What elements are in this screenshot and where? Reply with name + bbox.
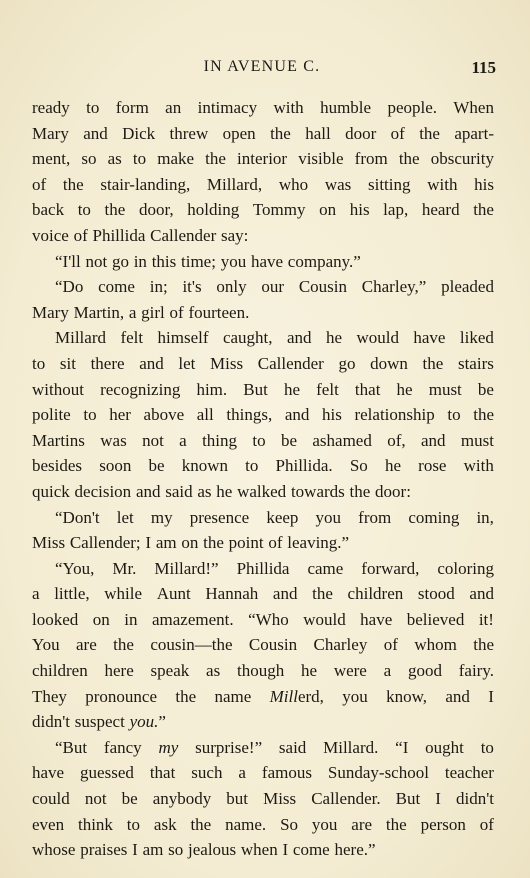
page-number: 115: [471, 58, 496, 77]
body-text: [32, 95, 494, 863]
text-line: ment, so as to make the interior visible from the obscurity: [32, 149, 494, 169]
text-line: “Do come in; it's only our Cousin Charley,” pleaded: [55, 277, 494, 297]
text-line: could not be anybody but Miss Callender. But I didn't: [32, 789, 494, 809]
text-line: Miss Callender; I am on the point of leaving.”: [32, 533, 350, 553]
text-line: a little, while Aunt Hannah and the children stood and: [32, 584, 494, 604]
text-line: children here speak as though he were a good fairy.: [32, 661, 494, 681]
text-line: of the stair-landing, Millard, who was sitting with his: [32, 174, 494, 194]
text-line: “Don't let my presence keep you from coming in,: [55, 507, 494, 527]
text-line: “But fancy my surprise!” said Millard. “I ought to: [55, 737, 494, 757]
text-line: polite to her above all things, and his relationship to the: [32, 405, 494, 425]
text-line: Martins was not a thing to be ashamed of, and must: [32, 430, 494, 450]
text-line: “You, Mr. Millard!” Phillida came forward, coloring: [55, 558, 494, 578]
text-line: Millard felt himself caught, and he would have liked: [55, 328, 494, 348]
text-line: without recognizing him. But he felt that he must be: [32, 379, 494, 399]
text-line: whose praises I am so jealous when I come here.”: [32, 840, 376, 860]
text-line: quick decision and said as he walked towards the door:: [32, 481, 411, 501]
text-line: voice of Phillida Callender say:: [32, 225, 249, 245]
text-line: ready to form an intimacy with humble people. When: [32, 98, 494, 117]
text-line: “I'll not go in this time; you have company.”: [55, 251, 361, 271]
text-line: besides soon be known to Phillida. So he rose with: [32, 456, 494, 476]
text-line: didn't suspect you.”: [32, 712, 166, 732]
text-line: looked on in amazement. “Who would have believed it!: [32, 609, 494, 629]
page-header: [28, 58, 496, 82]
text-line: to sit there and let Miss Callender go down the stairs: [32, 353, 494, 373]
text-line: Mary and Dick threw open the hall door of the apart-: [32, 123, 494, 143]
running-head: IN AVENUE C.: [203, 58, 321, 75]
text-line: You are the cousin—the Cousin Charley of whom the: [32, 635, 494, 655]
text-line: Mary Martin, a girl of fourteen.: [32, 302, 250, 322]
text-line: They pronounce the name Millerd, you know, and I: [32, 686, 494, 706]
text-line: have guessed that such a famous Sunday-school teacher: [32, 763, 494, 783]
text-line: back to the door, holding Tommy on his lap, heard the: [32, 200, 494, 220]
text-line: even think to ask the name. So you are the person of: [32, 814, 494, 834]
